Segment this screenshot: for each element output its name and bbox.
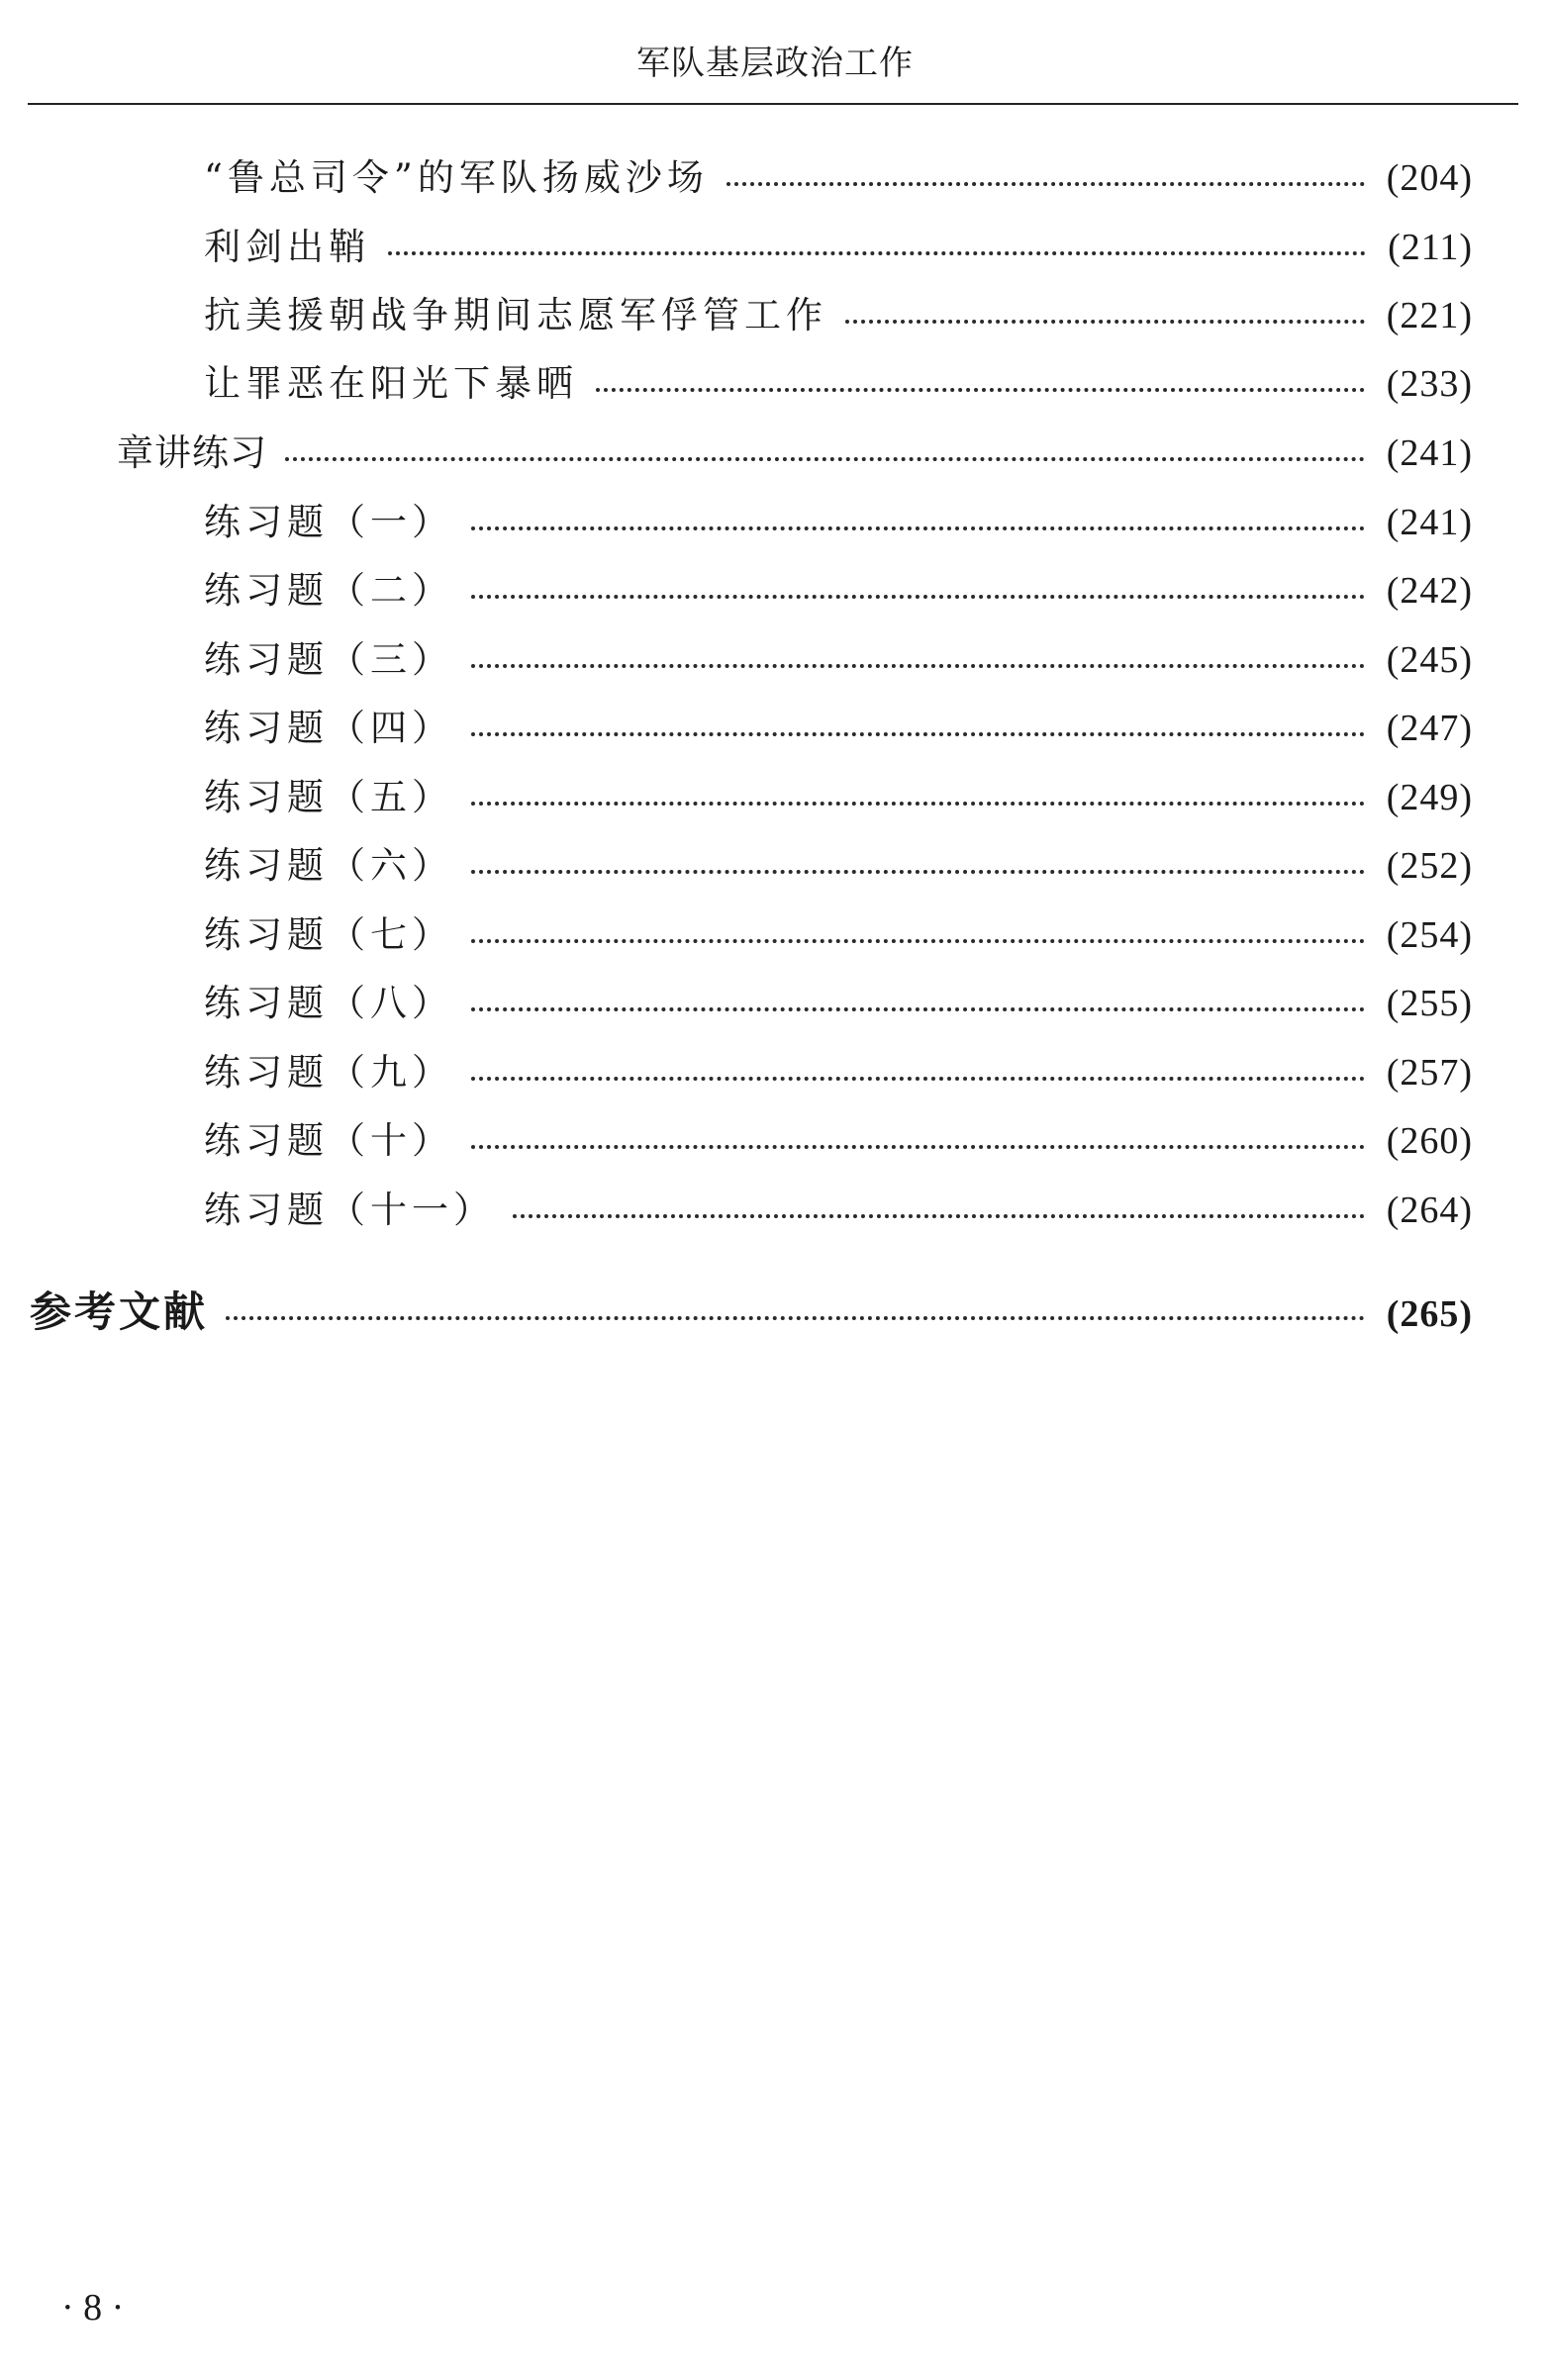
toc-entry-page: (255) [1386, 983, 1473, 1024]
toc-entry[interactable] [204, 1185, 1473, 1236]
toc-entry-page: (260) [1386, 1120, 1473, 1162]
toc-entry-title: 利剑出鞘 [204, 226, 370, 268]
toc-entry[interactable] [204, 1115, 1473, 1167]
toc-section-entry[interactable] [117, 428, 1473, 479]
toc-entry-page: (265) [1386, 1293, 1473, 1335]
toc-entry[interactable] [204, 909, 1473, 961]
toc-entry-page: (241) [1386, 502, 1473, 543]
dot-leader [513, 1214, 1365, 1218]
toc-entry-title: 练习题（五） [204, 776, 453, 818]
toc-entry[interactable] [204, 152, 1473, 204]
toc-entry[interactable] [204, 290, 1473, 341]
toc-entry[interactable] [204, 703, 1473, 754]
toc-entry-page: (264) [1386, 1190, 1473, 1231]
dot-leader [471, 1145, 1365, 1149]
dot-leader [285, 457, 1365, 461]
toc-entry-page: (245) [1386, 639, 1473, 681]
toc-chapter-entry[interactable] [30, 1286, 1473, 1338]
toc-entry-title: 练习题（九） [204, 1051, 453, 1094]
dot-leader [471, 595, 1365, 599]
toc-entry[interactable] [204, 222, 1473, 273]
toc-entry-title: 练习题（八） [204, 982, 453, 1024]
toc-entry-page: (204) [1386, 157, 1473, 199]
dot-leader [471, 802, 1365, 806]
dot-leader [471, 732, 1365, 736]
toc-entry-page: (249) [1386, 777, 1473, 818]
toc-entry-title: 章讲练习 [117, 431, 267, 474]
toc-entry-title: 练习题（一） [204, 501, 453, 543]
dot-leader [471, 1077, 1365, 1081]
dot-leader [388, 251, 1366, 255]
running-head: 军队基层政治工作 [636, 44, 914, 83]
toc-entry[interactable] [204, 634, 1473, 686]
dot-leader [471, 526, 1365, 530]
toc-entry[interactable] [204, 772, 1473, 823]
toc-entry[interactable] [204, 497, 1473, 548]
toc-entry[interactable] [204, 358, 1473, 410]
toc-entry-page: (221) [1386, 295, 1473, 336]
toc-entry[interactable] [204, 1047, 1473, 1098]
toc-entry-title: 参考文献 [30, 1287, 209, 1336]
toc-entry-page: (257) [1386, 1052, 1473, 1094]
dot-leader [471, 870, 1365, 874]
toc-entry-page: (211) [1388, 227, 1473, 268]
toc-entry-title: 让罪恶在阳光下暴晒 [204, 362, 578, 405]
toc-entry[interactable] [204, 978, 1473, 1029]
header-rule [28, 103, 1518, 105]
toc-entry-title: 练习题（三） [204, 638, 453, 681]
toc-entry-title: 练习题（二） [204, 569, 453, 612]
dot-leader [471, 664, 1365, 668]
toc-entry-page: (233) [1386, 363, 1473, 405]
page-number: · 8 · [61, 2287, 125, 2329]
toc-entry-title: 练习题（十） [204, 1119, 453, 1162]
toc-entry-title: 练习题（十一） [204, 1189, 495, 1231]
toc-entry-page: (241) [1386, 432, 1473, 474]
toc-entry-title: 练习题（四） [204, 707, 453, 749]
toc-entry-title: 练习题（七） [204, 913, 453, 956]
toc-entry[interactable] [204, 565, 1473, 617]
dot-leader [471, 1007, 1365, 1011]
toc-entry-title: 练习题（六） [204, 844, 453, 887]
toc-entry-page: (252) [1386, 845, 1473, 887]
toc-entry-title: “鲁总司令”的军队扬威沙场 [204, 156, 709, 199]
dot-leader [226, 1316, 1365, 1320]
toc-entry-page: (247) [1386, 708, 1473, 749]
dot-leader [596, 388, 1365, 392]
toc-entry-title: 抗美援朝战争期间志愿军俘管工作 [204, 294, 827, 336]
dot-leader [727, 182, 1365, 186]
toc-entry-page: (242) [1386, 570, 1473, 612]
toc-entry[interactable] [204, 840, 1473, 892]
dot-leader [845, 320, 1365, 324]
toc-entry-page: (254) [1386, 914, 1473, 956]
dot-leader [471, 939, 1365, 943]
